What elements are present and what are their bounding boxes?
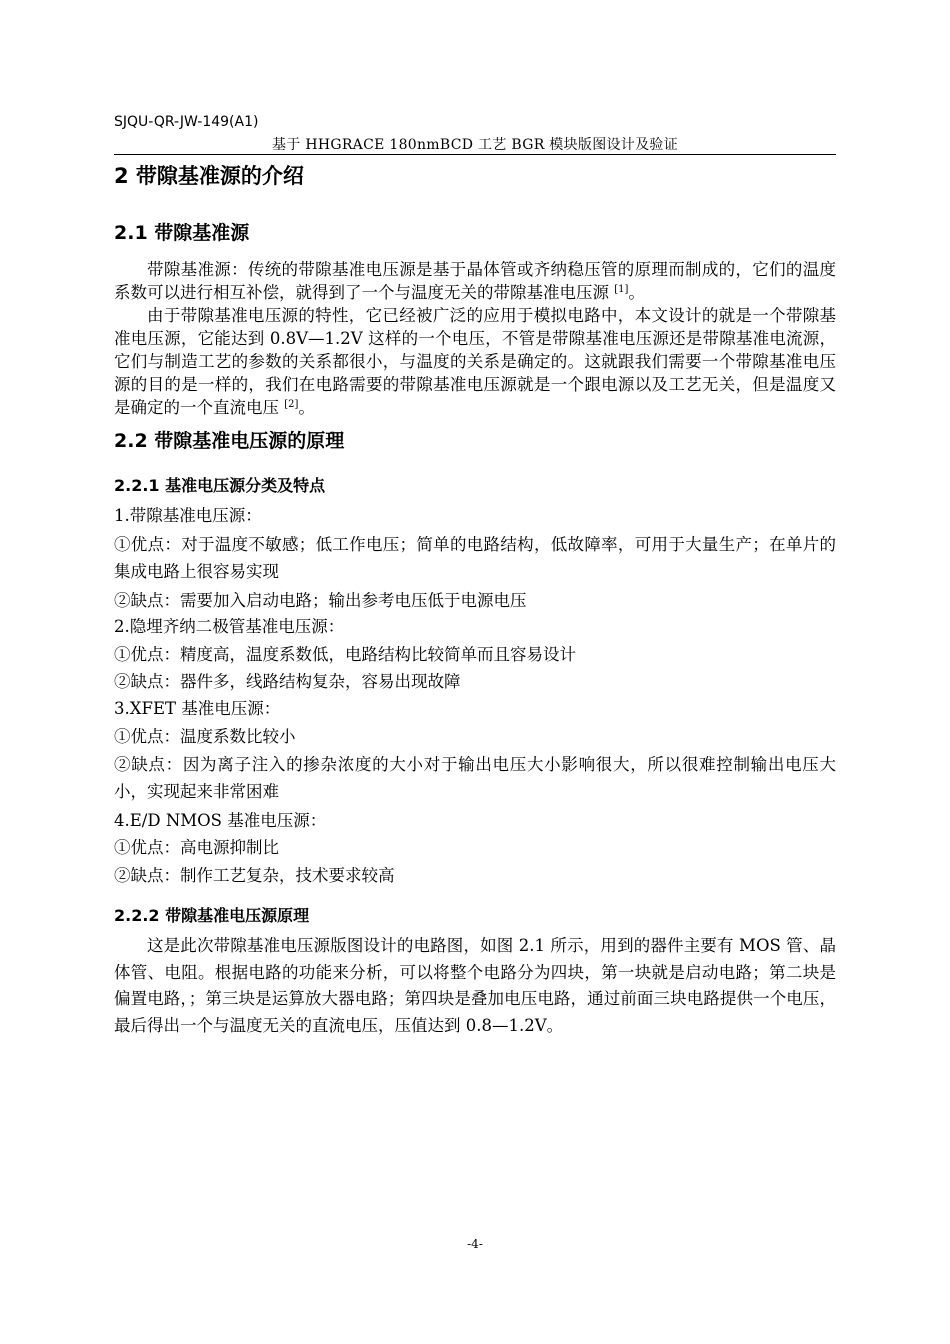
paragraph-bandgap-characteristics: 由于带隙基准电压源的特性，它已经被广泛的应用于模拟电路中，本文设计的就是一个带隙基准电压源，它能达到 0.8V—1.2V 这样的一个电压，不管是带隙基准电压源还是带隙基准电流源，它们与制造工艺的参数的关系都很小，与温度的关系是确定的。这就跟我们需要一个带隙基准电压源的目的是一样的，我们在电路需要的带隙基准电压源就是一个跟电源以及工艺无关，但是温度又是确定的一个直流电压 [2]。 <box>114 306 836 417</box>
subsection-heading-2-2-2: 2.2.2 带隙基准电压源原理 <box>114 906 310 925</box>
subsection-heading-2-2-1: 2.2.1 基准电压源分类及特点 <box>114 476 326 495</box>
list-line: ①优点：温度系数比较小 <box>114 727 296 746</box>
document-code: SJQU-QR-JW-149(A1) <box>114 114 259 130</box>
list-line: 1.带隙基准电压源： <box>114 506 262 525</box>
section-heading-2-2: 2.2 带隙基准电压源的原理 <box>114 430 345 452</box>
list-line: ②缺点：制作工艺复杂，技术要求较高 <box>114 866 395 885</box>
list-line: 2.隐埋齐纳二极管基准电压源： <box>114 617 345 636</box>
list-line: 4.E/D NMOS 基准电压源： <box>114 811 327 830</box>
section-heading-2-1: 2.1 带隙基准源 <box>114 222 250 244</box>
list-line: 3.XFET 基准电压源： <box>114 699 281 718</box>
citation-1: [1] <box>614 284 629 295</box>
chapter-heading: 2 带隙基准源的介绍 <box>114 164 304 188</box>
running-header-title: 基于 HHGRACE 180nmBCD 工艺 BGR 模块版图设计及验证 <box>271 137 678 153</box>
paragraph-circuit-principle: 这是此次带隙基准电压源版图设计的电路图，如图 2.1 所示，用到的器件主要有 MOS 管、晶体管、电阻。根据电路的功能来分析，可以将整个电路分为四块，第一块就是启动电路；第二块是偏置电路，；第三块是运算放大器电路；第四块是叠加电压电路，通过前面三块电路提供一个电压，最后得出一个与温度无关的直流电压，压值达到 0.8—1.2V。 <box>114 936 836 1035</box>
list-line: ①优点：对于温度不敏感；低工作电压；简单的电路结构，低故障率，可用于大量生产；在单片的集成电路上很容易实现 <box>114 535 836 581</box>
page-number: -4- <box>467 1237 483 1251</box>
list-line: ②缺点：因为离子注入的掺杂浓度的大小对于输出电压大小影响很大，所以很难控制输出电压大小，实现起来非常困难 <box>114 755 836 801</box>
list-line: ①优点：高电源抑制比 <box>114 838 279 857</box>
header-divider <box>114 154 836 155</box>
paragraph-bandgap-definition: 带隙基准源：传统的带隙基准电压源是基于晶体管或齐纳稳压管的原理而制成的，它们的温度系数可以进行相互补偿，就得到了一个与温度无关的带隙基准电压源 [1]。 <box>114 260 836 302</box>
list-line: ①优点：精度高，温度系数低，电路结构比较简单而且容易设计 <box>114 645 576 664</box>
list-line: ②缺点：需要加入启动电路；输出参考电压低于电源电压 <box>114 591 527 610</box>
list-line: ②缺点：器件多，线路结构复杂，容易出现故障 <box>114 672 461 691</box>
citation-2: [2] <box>284 399 299 410</box>
